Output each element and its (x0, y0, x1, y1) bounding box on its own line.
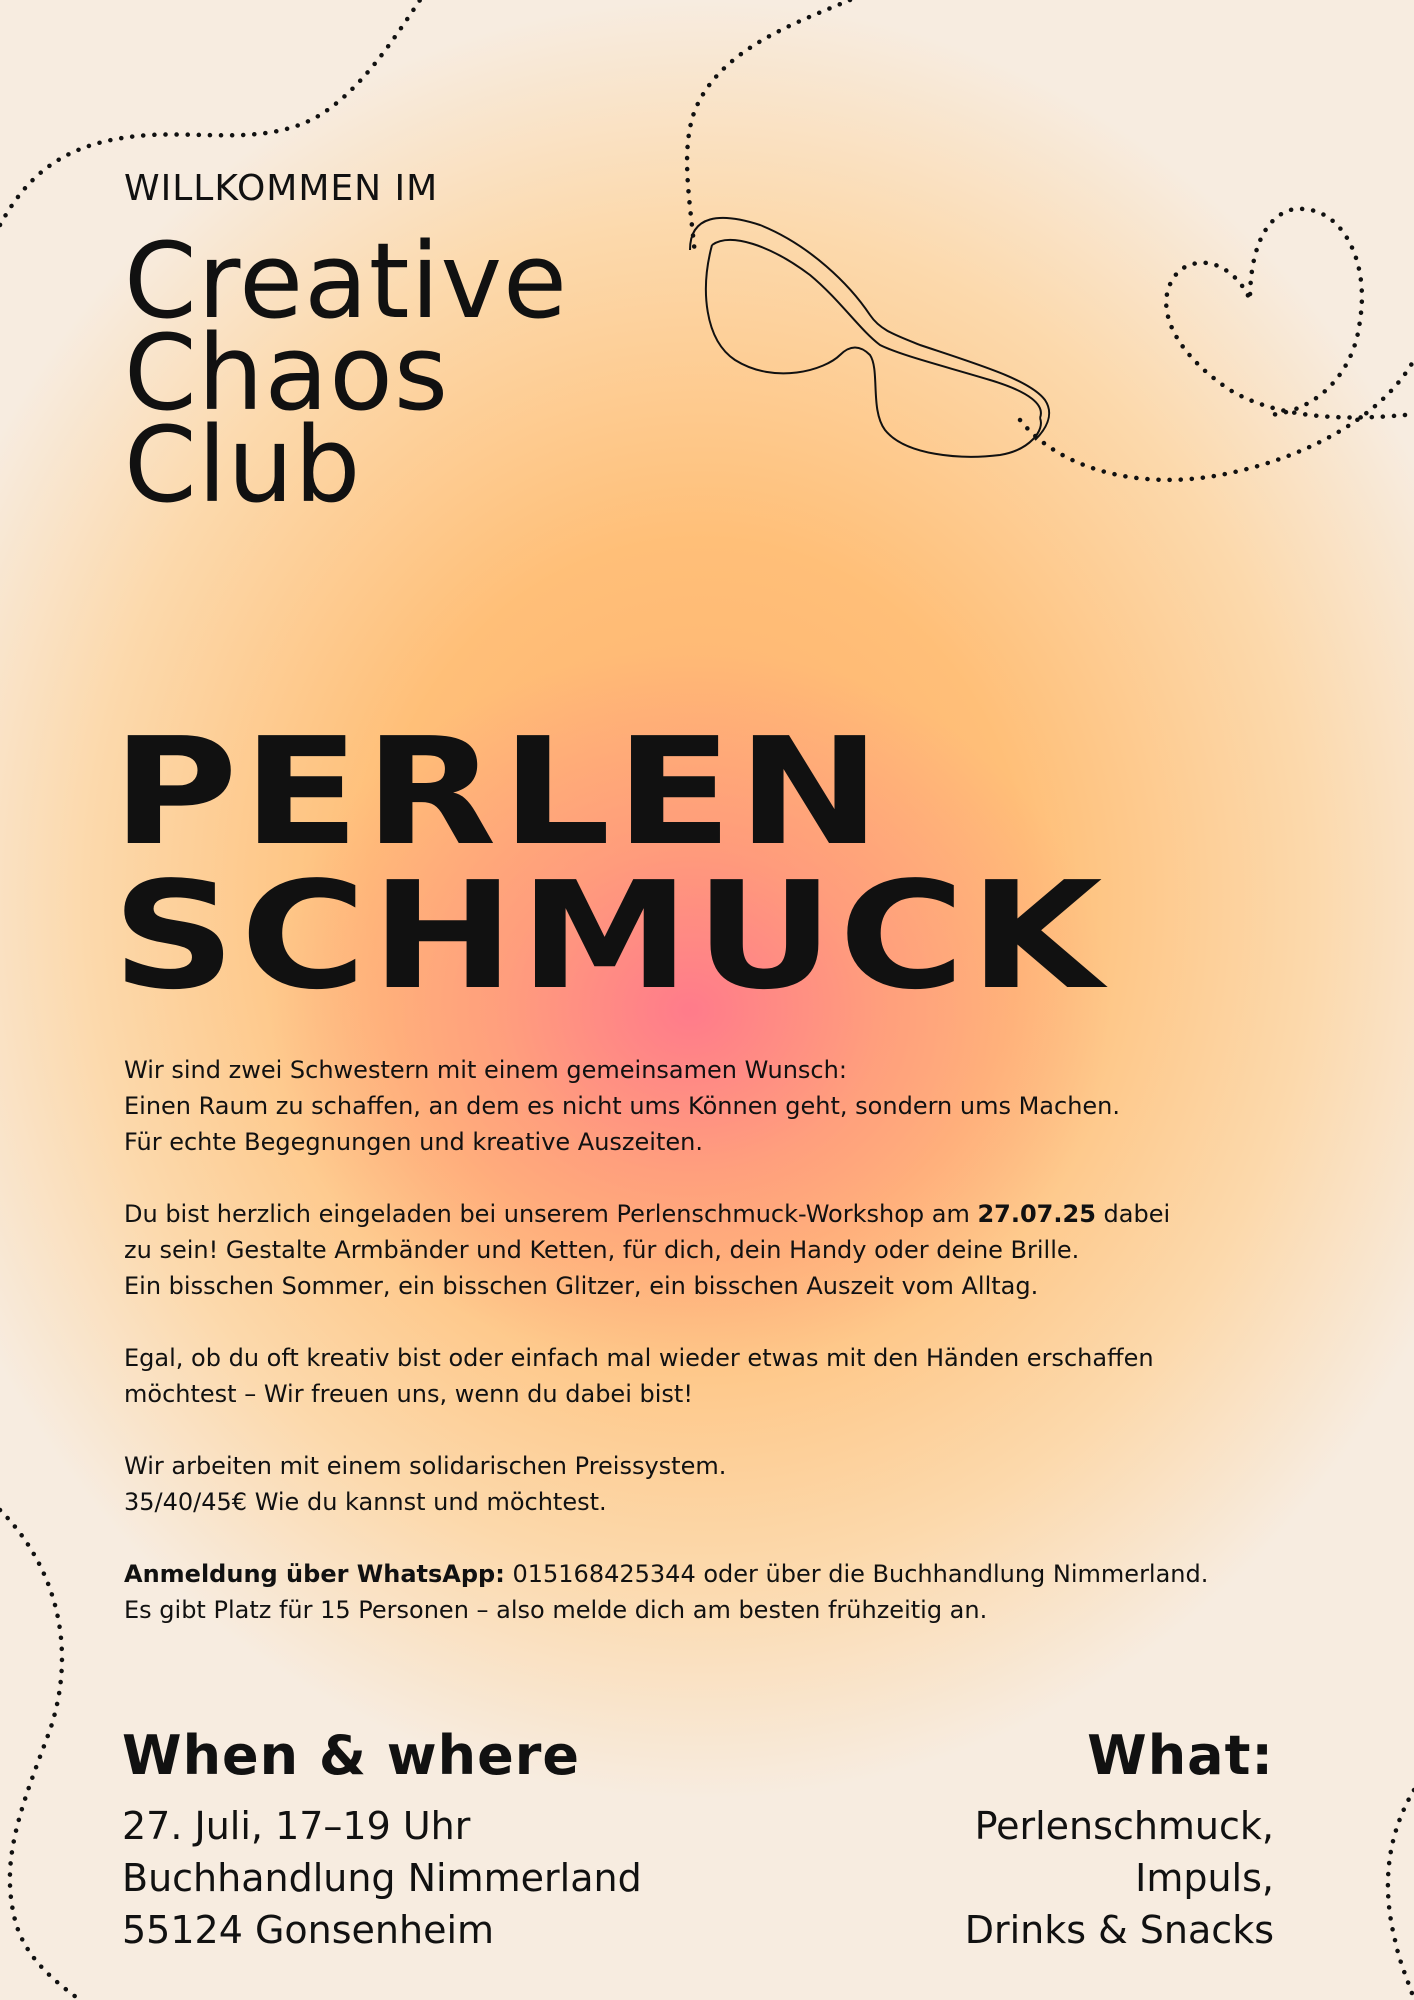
intro-paragraph (124, 1052, 1304, 1160)
pricing-paragraph (124, 1448, 1304, 1520)
text-line (124, 1556, 1304, 1592)
when-where-line: Buchhandlung Nimmerland (122, 1856, 642, 1900)
invite-paragraph (124, 1196, 1304, 1304)
invite-text: Du bist herzlich eingeladen bei unserem Perlenschmuck-Workshop am (124, 1200, 978, 1228)
text-line: Wir arbeiten mit einem solidarischen Preissystem. (124, 1452, 727, 1480)
club-title-line: Chaos (124, 312, 450, 434)
club-title (124, 220, 569, 526)
when-where-line: 55124 Gonsenheim (122, 1908, 495, 1952)
description (124, 1052, 1304, 1664)
text-line: Ein bisschen Sommer, ein bisschen Glitzer, ein bisschen Auszeit vom Alltag. (124, 1272, 1039, 1300)
what-section (965, 1722, 1274, 1956)
text-line: 35/40/45€ Wie du kannst und möchtest. (124, 1488, 607, 1516)
club-title-line: Club (124, 404, 362, 526)
glasses-icon (690, 218, 1049, 457)
workshop-date: 27.07.25 (977, 1200, 1096, 1228)
club-title-line: Creative (124, 220, 569, 342)
text-line: Wir sind zwei Schwestern mit einem gemeinsamen Wunsch: (124, 1056, 847, 1084)
signup-text: 015168425344 oder über die Buchhandlung Nimmerland. (504, 1560, 1209, 1588)
text-line: Einen Raum zu schaffen, an dem es nicht ums Können geht, sondern ums Machen. (124, 1092, 1121, 1120)
text-line: zu sein! Gestalte Armbänder und Ketten, für dich, dein Handy oder deine Brille. (124, 1236, 1080, 1264)
dotted-heart-right (1020, 209, 1414, 480)
signup-paragraph (124, 1556, 1304, 1628)
dotted-curve-top-center (687, 0, 850, 255)
welcome-kicker: WILLKOMMEN IM (124, 168, 439, 209)
text-line: möchtest – Wir freuen uns, wenn du dabei bist! (124, 1380, 693, 1408)
headline-line: PERLEN (112, 706, 886, 878)
what-heading: What: (1087, 1724, 1274, 1787)
signup-label: Anmeldung über WhatsApp: (124, 1560, 505, 1588)
everyone-paragraph (124, 1340, 1304, 1412)
what-line: Impuls, (1135, 1856, 1274, 1900)
workshop-headline (112, 706, 1108, 1022)
dotted-curve-right-bottom (1388, 1790, 1414, 2000)
what-line: Perlenschmuck, (974, 1804, 1274, 1848)
when-where-line: 27. Juli, 17–19 Uhr (122, 1804, 471, 1848)
text-line: Egal, ob du oft kreativ bist oder einfach mal wieder etwas mit den Händen erschaffen (124, 1344, 1154, 1372)
text-line: Es gibt Platz für 15 Personen – also melde dich am besten frühzeitig an. (124, 1596, 988, 1624)
dotted-curve-left-bottom (0, 1510, 80, 2000)
when-where-section (122, 1722, 642, 1956)
when-where-heading: When & where (122, 1724, 580, 1787)
text-line (124, 1196, 1304, 1232)
text-line: Für echte Begegnungen und kreative Auszeiten. (124, 1128, 703, 1156)
what-line: Drinks & Snacks (964, 1908, 1274, 1952)
invite-text: dabei (1095, 1200, 1171, 1228)
headline-line: SCHMUCK (112, 850, 1108, 1022)
